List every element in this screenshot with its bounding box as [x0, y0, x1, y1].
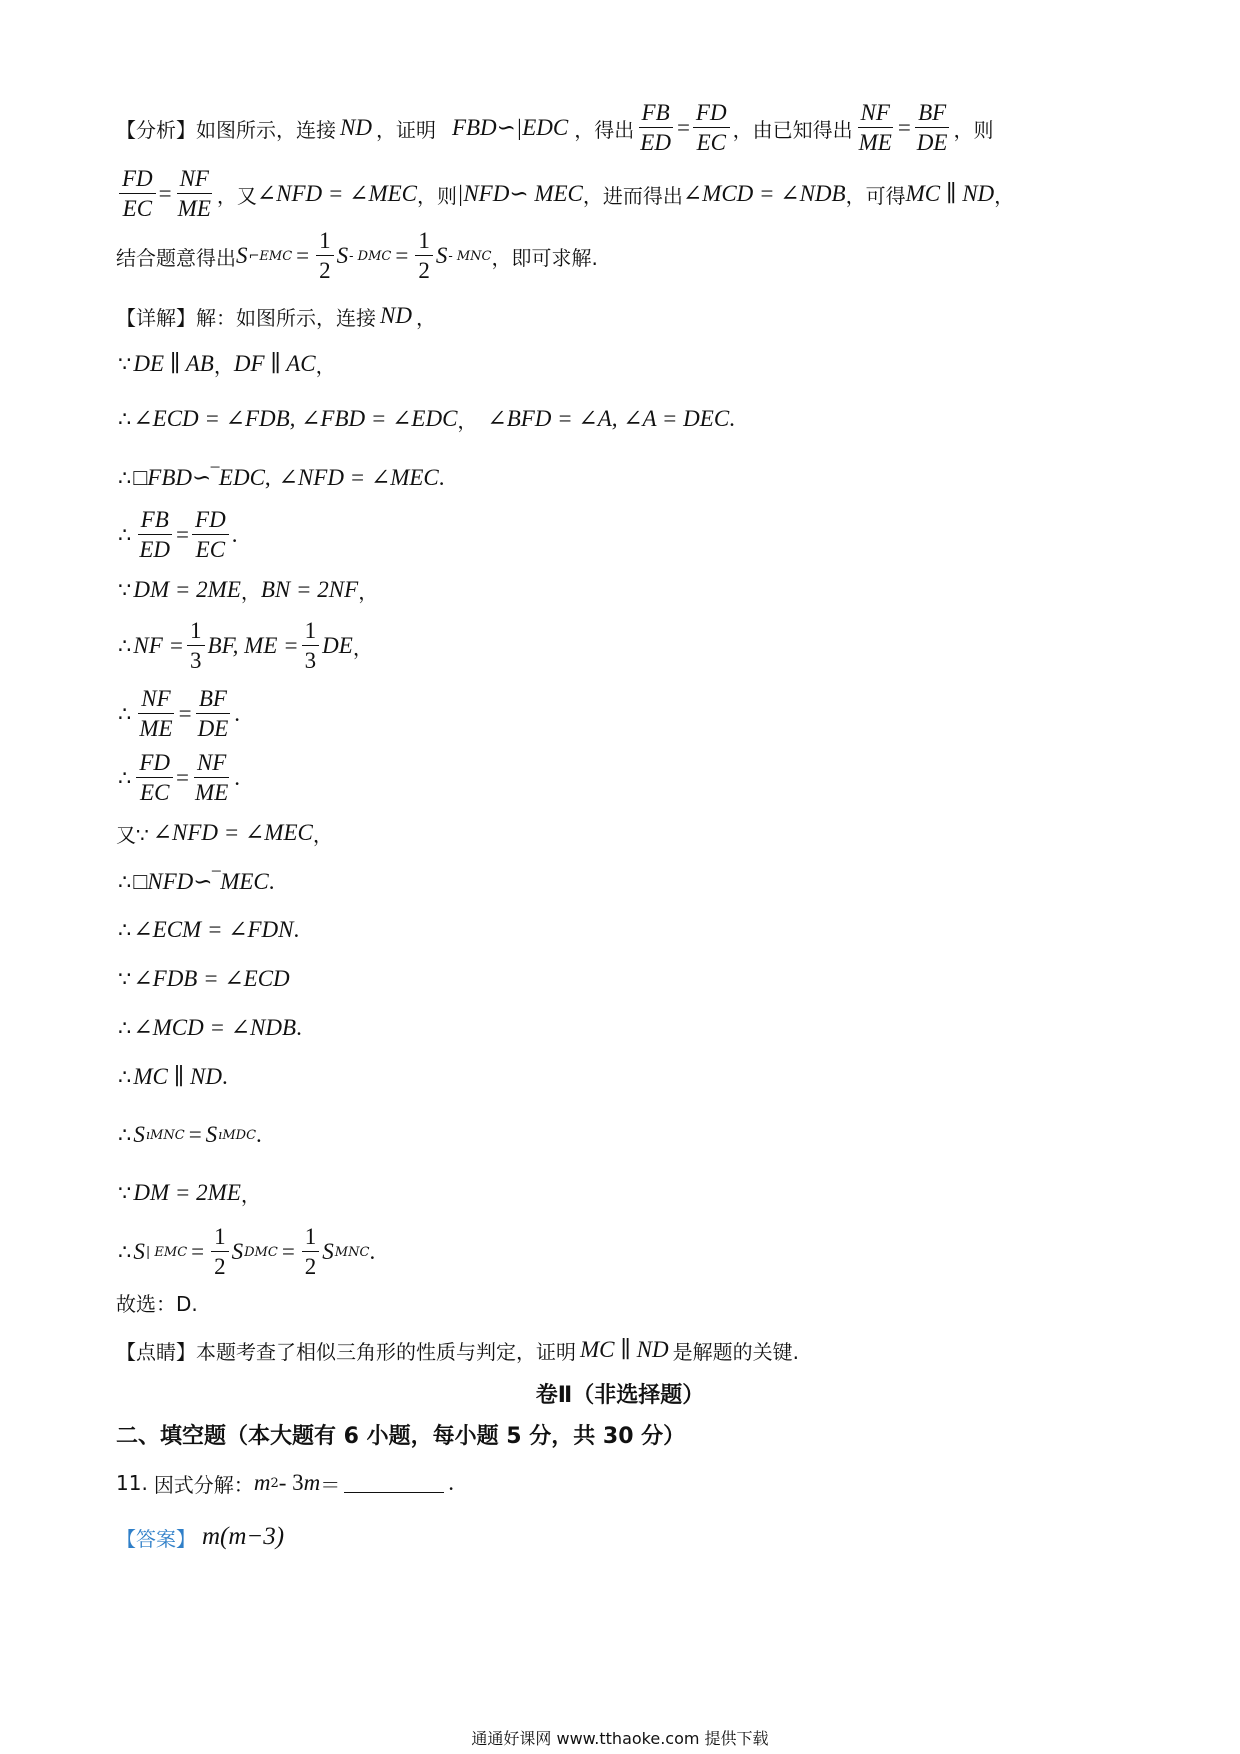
- step-4: ∴ $\frac{FB}{ED}$ = $\frac{FD}{EC}$ .: [118, 506, 238, 562]
- step-11: ∴ ∠ECM = ∠FDN .: [118, 917, 300, 942]
- step-13: ∴ ∠MCD = ∠NDB .: [118, 1015, 302, 1040]
- fraction: $\frac{BF}{DE}$: [916, 99, 948, 155]
- fraction: $\frac{NF}{ME}$: [177, 165, 211, 221]
- fraction: $\frac{FD}{EC}$: [119, 166, 156, 223]
- fraction: $\frac{FB}{ED}$: [640, 99, 671, 155]
- answer-line: [116, 1507, 284, 1567]
- analysis-line-2: $\frac{FD}{EC}$ = $\frac{NF}{ME}$ ，又 ∠NFD = ∠MEC ，则 |NFD∽ MEC ，进而得出 ∠MCD = ∠NDB ，可得 MC ∥ ND ，: [116, 164, 1014, 224]
- detail-line: 【详解】 解：如图所示，连接 ND ，: [116, 303, 436, 330]
- fraction: $\frac{1}{2}$: [316, 228, 334, 285]
- step-15: ∴ S ıMNC = S ıMDC .: [118, 1122, 262, 1147]
- fraction: $\frac{NF}{ME}$: [195, 749, 229, 805]
- fraction: $\frac{NF}{ME}$: [139, 685, 173, 741]
- analysis-line-3: 结合题意得出 S ⌐EMC = $\frac{1}{2}$ S - DMC = $\frac{1}{2}$ S - MNC ，即可求解.: [116, 227, 598, 283]
- step-10: ∴ □NFD∽‾MEC .: [118, 869, 275, 894]
- step-6: ∴ NF = $\frac{1}{3}$ BF, ME = $\frac{1}{3}$ DE ，: [118, 617, 373, 673]
- fraction: $\frac{FD}{EC}$: [192, 507, 229, 564]
- step-12: ∵ ∠FDB = ∠ECD: [118, 966, 290, 991]
- fraction: $\frac{1}{3}$: [302, 618, 320, 675]
- step-14: ∴ MC ∥ ND .: [118, 1064, 228, 1089]
- step-7: ∴ $\frac{NF}{ME}$ = $\frac{BF}{DE}$ .: [118, 685, 240, 741]
- answer-value: m(m−3): [202, 1523, 285, 1550]
- step-9: 又∵ ∠NFD = ∠MEC ，: [116, 820, 333, 847]
- step-5: ∵ DM = 2ME ， BN = 2NF ，: [118, 577, 379, 604]
- answer-blank: [344, 1474, 444, 1493]
- volume-title: 卷Ⅱ（非选择题）: [535, 1383, 705, 1408]
- step-2: ∴ ∠ECD = ∠FDB, ∠FBD = ∠EDC ， ∠BFD = ∠A, ∠A = DEC .: [118, 406, 735, 433]
- fraction: $\frac{BF}{DE}$: [197, 685, 229, 741]
- fraction: $\frac{FB}{ED}$: [139, 506, 171, 562]
- similar-expression: FBD∽|EDC: [451, 115, 569, 140]
- fraction: $\frac{NF}{ME}$: [858, 99, 892, 155]
- step-3: ∴ □FBD∽‾EDC , ∠NFD = ∠MEC .: [118, 465, 445, 490]
- analysis-line-1: 【分析】 如图所示，连接 ND ，证明 FBD∽|EDC ，得出 $\frac{FB}{ED}$ = $\frac{FD}{EC}$ ，由已知得出 $\frac{NF}{ME}$ = $\frac{BF}{DE}$ ，则: [116, 99, 994, 155]
- answer-tag: 【答案】: [116, 1526, 196, 1551]
- step-1: ∵ DE ∥ AB ， DF ∥ AC ，: [118, 351, 336, 378]
- fraction: $\frac{FD}{EC}$: [693, 100, 730, 157]
- section-title: 二、填空题（本大题有 6 小题，每小题 5 分，共 30 分）: [116, 1423, 686, 1449]
- analysis-tag: 【分析】: [116, 117, 196, 142]
- fraction: $\frac{1}{2}$: [211, 1224, 229, 1281]
- fraction: $\frac{1}{3}$: [187, 618, 205, 675]
- step-8: ∴ $\frac{FD}{EC}$ = $\frac{NF}{ME}$ .: [118, 749, 240, 805]
- footer: 通通好课网 www.tthaoke.com 提供下载: [471, 1729, 769, 1748]
- fraction: $\frac{1}{2}$: [302, 1224, 320, 1281]
- fraction: $\frac{FD}{EC}$: [136, 750, 173, 807]
- step-16: ∵ DM = 2ME ，: [118, 1180, 261, 1207]
- step-17: ∴ S | EMC = $\frac{1}{2}$ S DMC = $\frac{1}{2}$ S MNC .: [118, 1223, 376, 1279]
- question-11: 11. 因式分解： m 2 - 3 m ＝ .: [116, 1470, 455, 1497]
- choice-line: 故选：D.: [116, 1291, 198, 1316]
- comment-line: 【点睛】 本题考查了相似三角形的性质与判定，证明 MC ∥ ND 是解题的关键.: [116, 1337, 799, 1364]
- fraction: $\frac{1}{2}$: [415, 228, 433, 285]
